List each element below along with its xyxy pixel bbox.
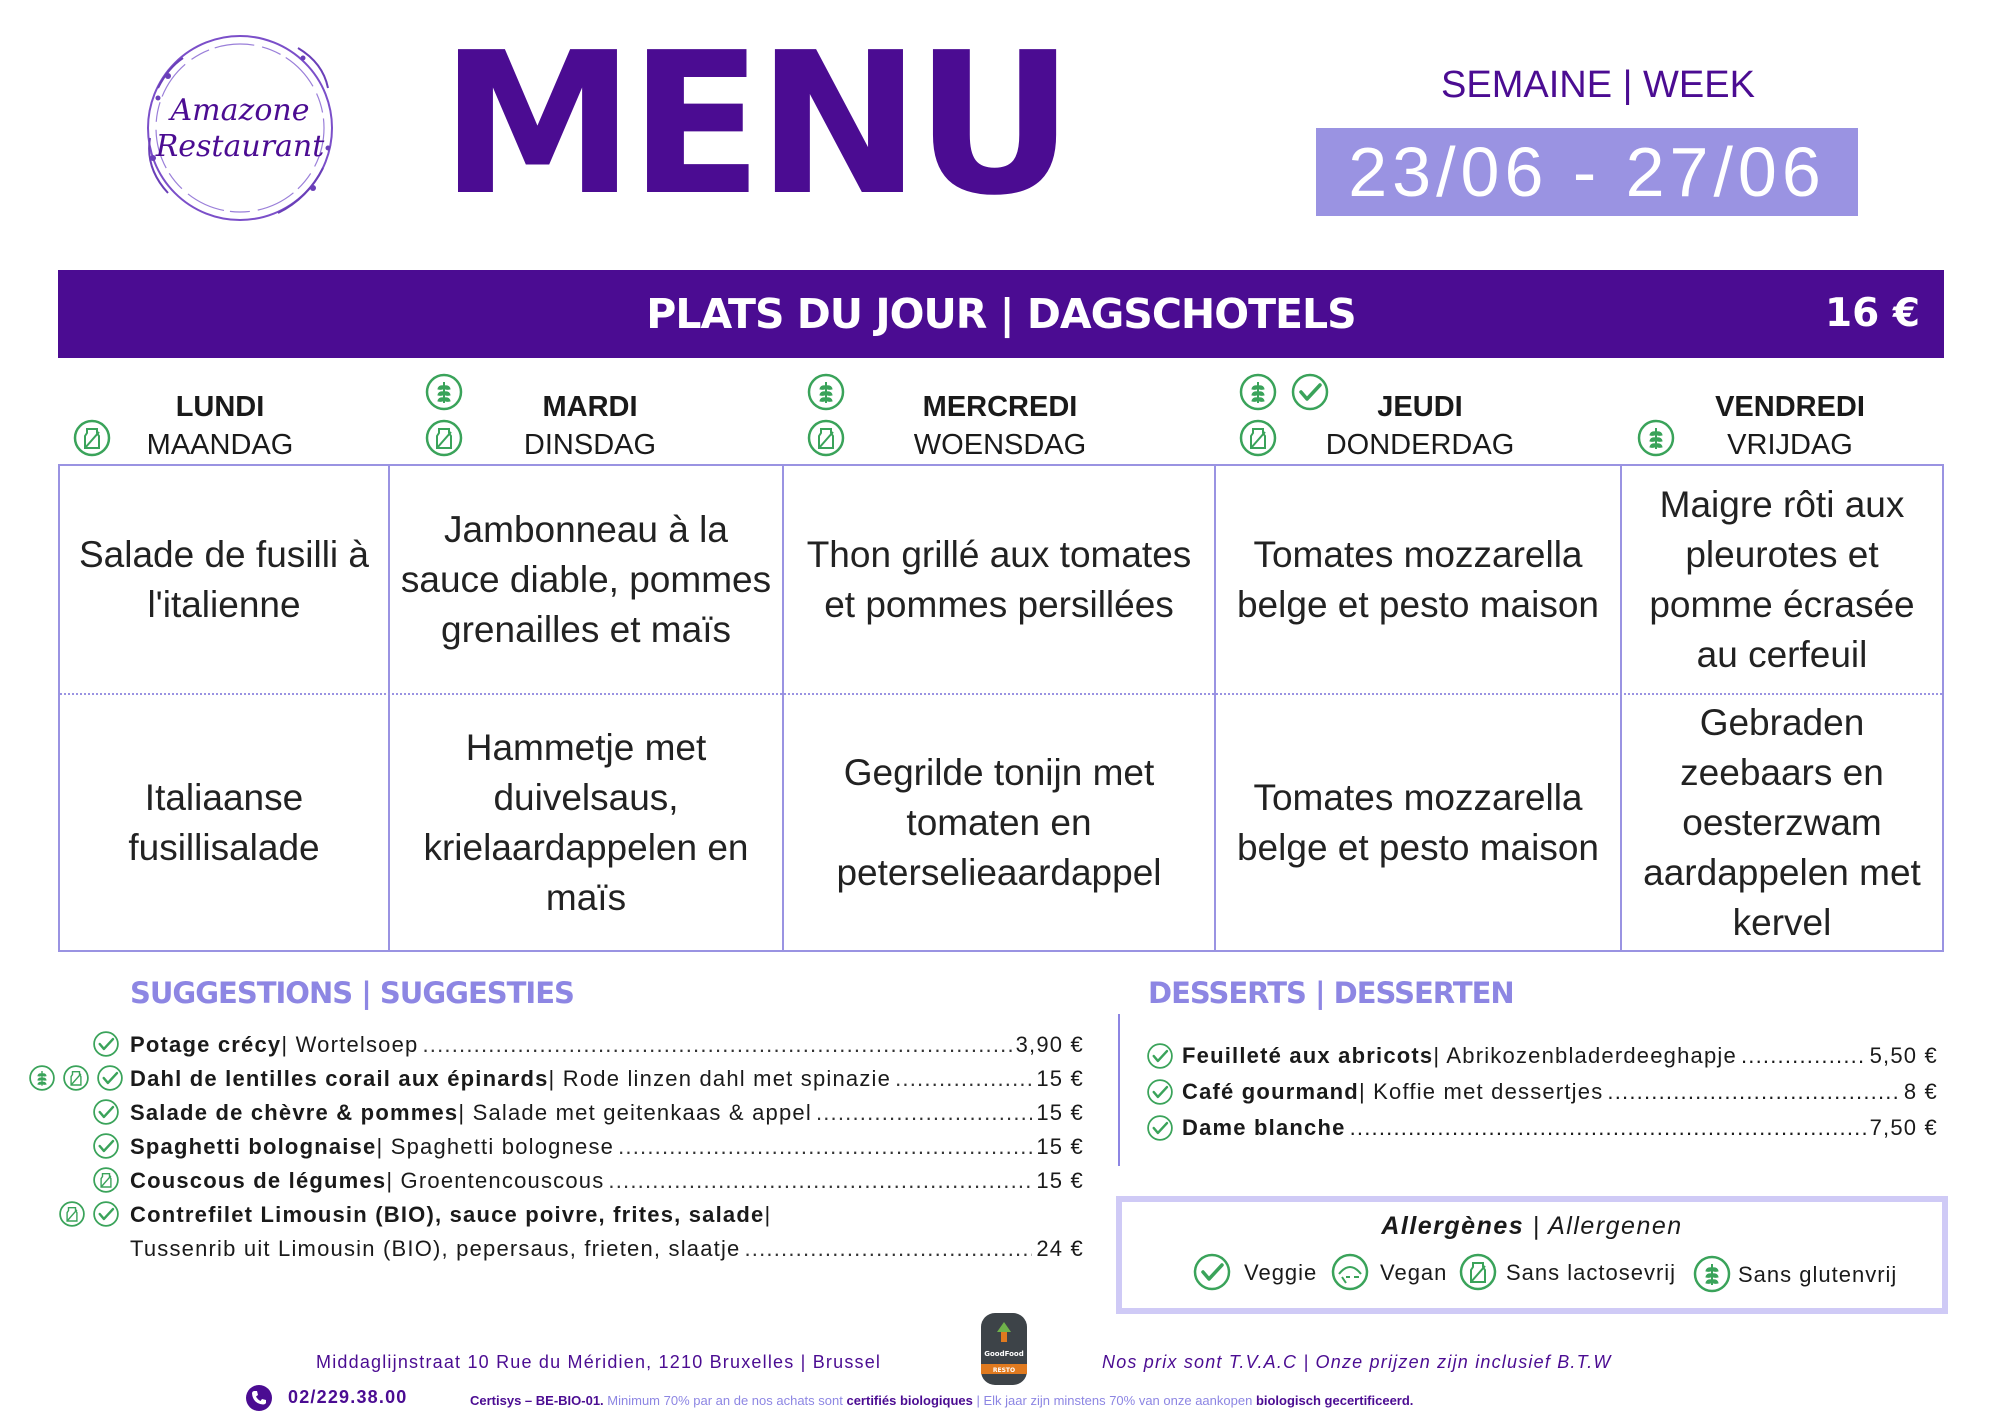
gluten-free-icon: [424, 372, 464, 412]
dessert-name: Dame blanche: [1182, 1115, 1346, 1140]
cert-a: Certisys – BE-BIO-01.: [470, 1393, 604, 1408]
leader-dots: [422, 1032, 1011, 1058]
day-fr: LUNDI: [175, 391, 265, 423]
leader-dots: [608, 1168, 1032, 1194]
dish-nl-mercredi: Gegrilde tonijn met tomaten en peterselieaardappel: [836, 751, 1162, 893]
suggestion-item-continued: [130, 1236, 1084, 1262]
dessert-price: 7,50 €: [1869, 1115, 1938, 1140]
veggie-icon: [96, 1064, 124, 1092]
allergen-title: [1116, 1212, 1948, 1241]
suggestion-name: Dahl de lentilles corail aux épinards: [130, 1066, 549, 1091]
dish-nl-mardi: Hammetje met duivelsaus, krielaardappelen en maïs: [423, 726, 749, 918]
dish-fr-mercredi: Thon grillé aux tomates et pommes persillées: [806, 533, 1192, 625]
badge-line1: GoodFood: [984, 1350, 1024, 1358]
suggestion-price: 3,90 €: [1015, 1032, 1084, 1057]
dessert-item: [1182, 1043, 1938, 1069]
prices-note: Nos prix sont T.V.A.C | Onze prijzen zijn inclusief B.T.W: [1102, 1352, 1612, 1372]
veggie-icon: [92, 1098, 120, 1126]
legend-veggie: Veggie: [1244, 1260, 1318, 1285]
gluten-free-icon: [28, 1064, 56, 1092]
suggestion-name: Salade de chèvre & pommes: [130, 1100, 459, 1125]
day-nl: DINSDAG: [523, 429, 657, 461]
day-header-lundi: [120, 388, 320, 464]
day-header-jeudi: [1300, 388, 1540, 464]
allergen-title-nl: | Allergenen: [1524, 1212, 1683, 1240]
veggie-icon: [1290, 372, 1330, 412]
lactose-free-icon: [58, 1200, 86, 1228]
suggestion-price: 15 €: [1036, 1134, 1084, 1159]
cert-d: | Elk jaar zijn minstens 70% van onze aankopen: [972, 1393, 1256, 1408]
veggie-icon: [92, 1132, 120, 1160]
logo-line1: Amazone: [170, 93, 310, 128]
suggestion-name: Potage crécy: [130, 1032, 282, 1057]
lactose-free-icon: [1458, 1252, 1498, 1292]
suggestions-title: SUGGESTIONS | SUGGESTIES: [130, 976, 574, 1010]
dessert-name: Café gourmand: [1182, 1079, 1359, 1104]
suggestion-nl: | Spaghetti bolognese: [376, 1134, 615, 1159]
gluten-free-icon: [1692, 1254, 1732, 1294]
dish-fr-jeudi: Tomates mozzarella belge et pesto maison: [1236, 533, 1599, 625]
badge-line2: RESTO: [992, 1367, 1016, 1374]
veggie-icon: [1146, 1114, 1174, 1142]
lactose-free-icon: [806, 418, 846, 458]
day-nl: VRIJDAG: [1727, 429, 1853, 461]
address: Middaglijnstraat 10 Rue du Méridien, 1210 Bruxelles | Brussel: [316, 1352, 882, 1372]
suggestion-name: Couscous de légumes: [130, 1168, 387, 1193]
cert-c: certifiés biologiques: [846, 1393, 973, 1408]
suggestion-nl: | Rode linzen dahl met spinazie: [548, 1066, 892, 1091]
veggie-icon: [92, 1200, 120, 1228]
leader-dots: [1607, 1079, 1899, 1105]
suggestion-item: [130, 1032, 1084, 1058]
suggestion-item: [130, 1168, 1084, 1194]
lactose-free-icon: [424, 418, 464, 458]
leader-dots: [618, 1134, 1032, 1160]
dessert-item: [1182, 1115, 1938, 1141]
legend-vegan: Vegan: [1380, 1260, 1448, 1285]
restaurant-logo: [128, 28, 356, 228]
vegan-icon: [1330, 1252, 1370, 1292]
suggestion-item: [130, 1066, 1084, 1092]
leader-dots: [895, 1066, 1032, 1092]
suggestion-price: 24 €: [1036, 1236, 1084, 1261]
legend-lactose: Sans lactosevrij: [1506, 1260, 1677, 1285]
lactose-free-icon: [92, 1166, 120, 1194]
lactose-free-icon: [72, 418, 112, 458]
legend-gluten: Sans glutenvrij: [1738, 1262, 1898, 1287]
dish-fr-vendredi: Maigre rôti aux pleurotes et pomme écrasée au cerfeuil: [1649, 483, 1915, 675]
dish-nl-jeudi: Tomates mozzarella belge et pesto maison: [1236, 776, 1599, 868]
day-fr: VENDREDI: [1715, 391, 1865, 423]
suggestion-item: [130, 1202, 1084, 1228]
leader-dots: [745, 1236, 1033, 1262]
day-fr: MARDI: [542, 391, 638, 423]
dessert-price: 5,50 €: [1869, 1043, 1938, 1068]
desserts-title: DESSERTS | DESSERTEN: [1148, 976, 1514, 1010]
day-header-vendredi: [1680, 388, 1900, 464]
dessert-item: [1182, 1079, 1938, 1105]
day-header-mercredi: [890, 388, 1110, 464]
cert-e: biologisch gecertificeerd.: [1255, 1393, 1414, 1408]
gluten-free-icon: [1238, 372, 1278, 412]
dish-nl-vendredi: Gebraden zeebaars en oesterzwam aardappelen met kervel: [1643, 701, 1921, 943]
suggestion-price: 15 €: [1036, 1168, 1084, 1193]
veggie-icon: [1146, 1042, 1174, 1070]
leader-dots: [1350, 1115, 1866, 1141]
leader-dots: [1741, 1043, 1866, 1069]
suggestion-item: [130, 1134, 1084, 1160]
allergen-title-fr: Allergènes: [1381, 1212, 1525, 1240]
suggestion-nl: | Wortelsoep: [281, 1032, 419, 1057]
veggie-icon: [1192, 1252, 1232, 1292]
suggestion-price: 15 €: [1036, 1100, 1084, 1125]
day-fr: MERCREDI: [922, 391, 1078, 423]
cert-b: Minimum 70% par an de nos achats sont: [603, 1393, 847, 1408]
certification-note: [470, 1393, 1413, 1408]
phone-number[interactable]: 02/229.38.00: [288, 1387, 408, 1407]
dessert-price: 8 €: [1903, 1079, 1938, 1104]
veggie-icon: [92, 1030, 120, 1058]
banner-price: 16 €: [1825, 291, 1920, 336]
banner-title: PLATS DU JOUR | DAGSCHOTELS: [646, 290, 1356, 338]
suggestion-nl: Tussenrib uit Limousin (BIO), pepersaus, frieten, slaatje: [130, 1236, 741, 1261]
section-divider: [1118, 1014, 1120, 1166]
suggestion-item: [130, 1100, 1084, 1126]
page-title: MENU: [440, 11, 1069, 239]
dish-nl-lundi: Italiaanse fusillisalade: [128, 776, 320, 868]
suggestion-name: Spaghetti bolognaise: [130, 1134, 377, 1159]
lactose-free-icon: [1238, 418, 1278, 458]
dessert-name: Feuilleté aux abricots: [1182, 1043, 1434, 1068]
dessert-nl: | Koffie met dessertjes: [1358, 1079, 1604, 1104]
day-header-mardi: [490, 388, 690, 464]
day-fr: JEUDI: [1377, 391, 1463, 423]
week-dates: 23/06 - 27/06: [1316, 128, 1858, 216]
suggestion-nl: | Salade met geitenkaas & appel: [458, 1100, 812, 1125]
gluten-free-icon: [806, 372, 846, 412]
suggestion-name: Contrefilet Limousin (BIO), sauce poivre, frites, salade: [130, 1202, 765, 1227]
day-nl: MAANDAG: [146, 429, 294, 461]
suggestion-nl: |: [764, 1202, 772, 1227]
veggie-icon: [1146, 1078, 1174, 1106]
suggestion-nl: | Groentencouscous: [386, 1168, 605, 1193]
leader-dots: [816, 1100, 1032, 1126]
goodfood-badge: [980, 1312, 1028, 1386]
dessert-nl: | Abrikozenbladerdeeghapje: [1433, 1043, 1737, 1068]
day-nl: WOENSDAG: [913, 429, 1087, 461]
phone-icon: [246, 1385, 272, 1411]
gluten-free-icon: [1636, 418, 1676, 458]
suggestion-price: 15 €: [1036, 1066, 1084, 1091]
dish-fr-mardi: Jambonneau à la sauce diable, pommes grenailles et maïs: [400, 508, 772, 650]
week-label: SEMAINE | WEEK: [1441, 64, 1755, 106]
day-nl: DONDERDAG: [1325, 429, 1515, 461]
logo-line2: Restaurant: [155, 129, 325, 164]
dish-fr-lundi: Salade de fusilli à l'italienne: [78, 533, 370, 625]
lactose-free-icon: [62, 1064, 90, 1092]
